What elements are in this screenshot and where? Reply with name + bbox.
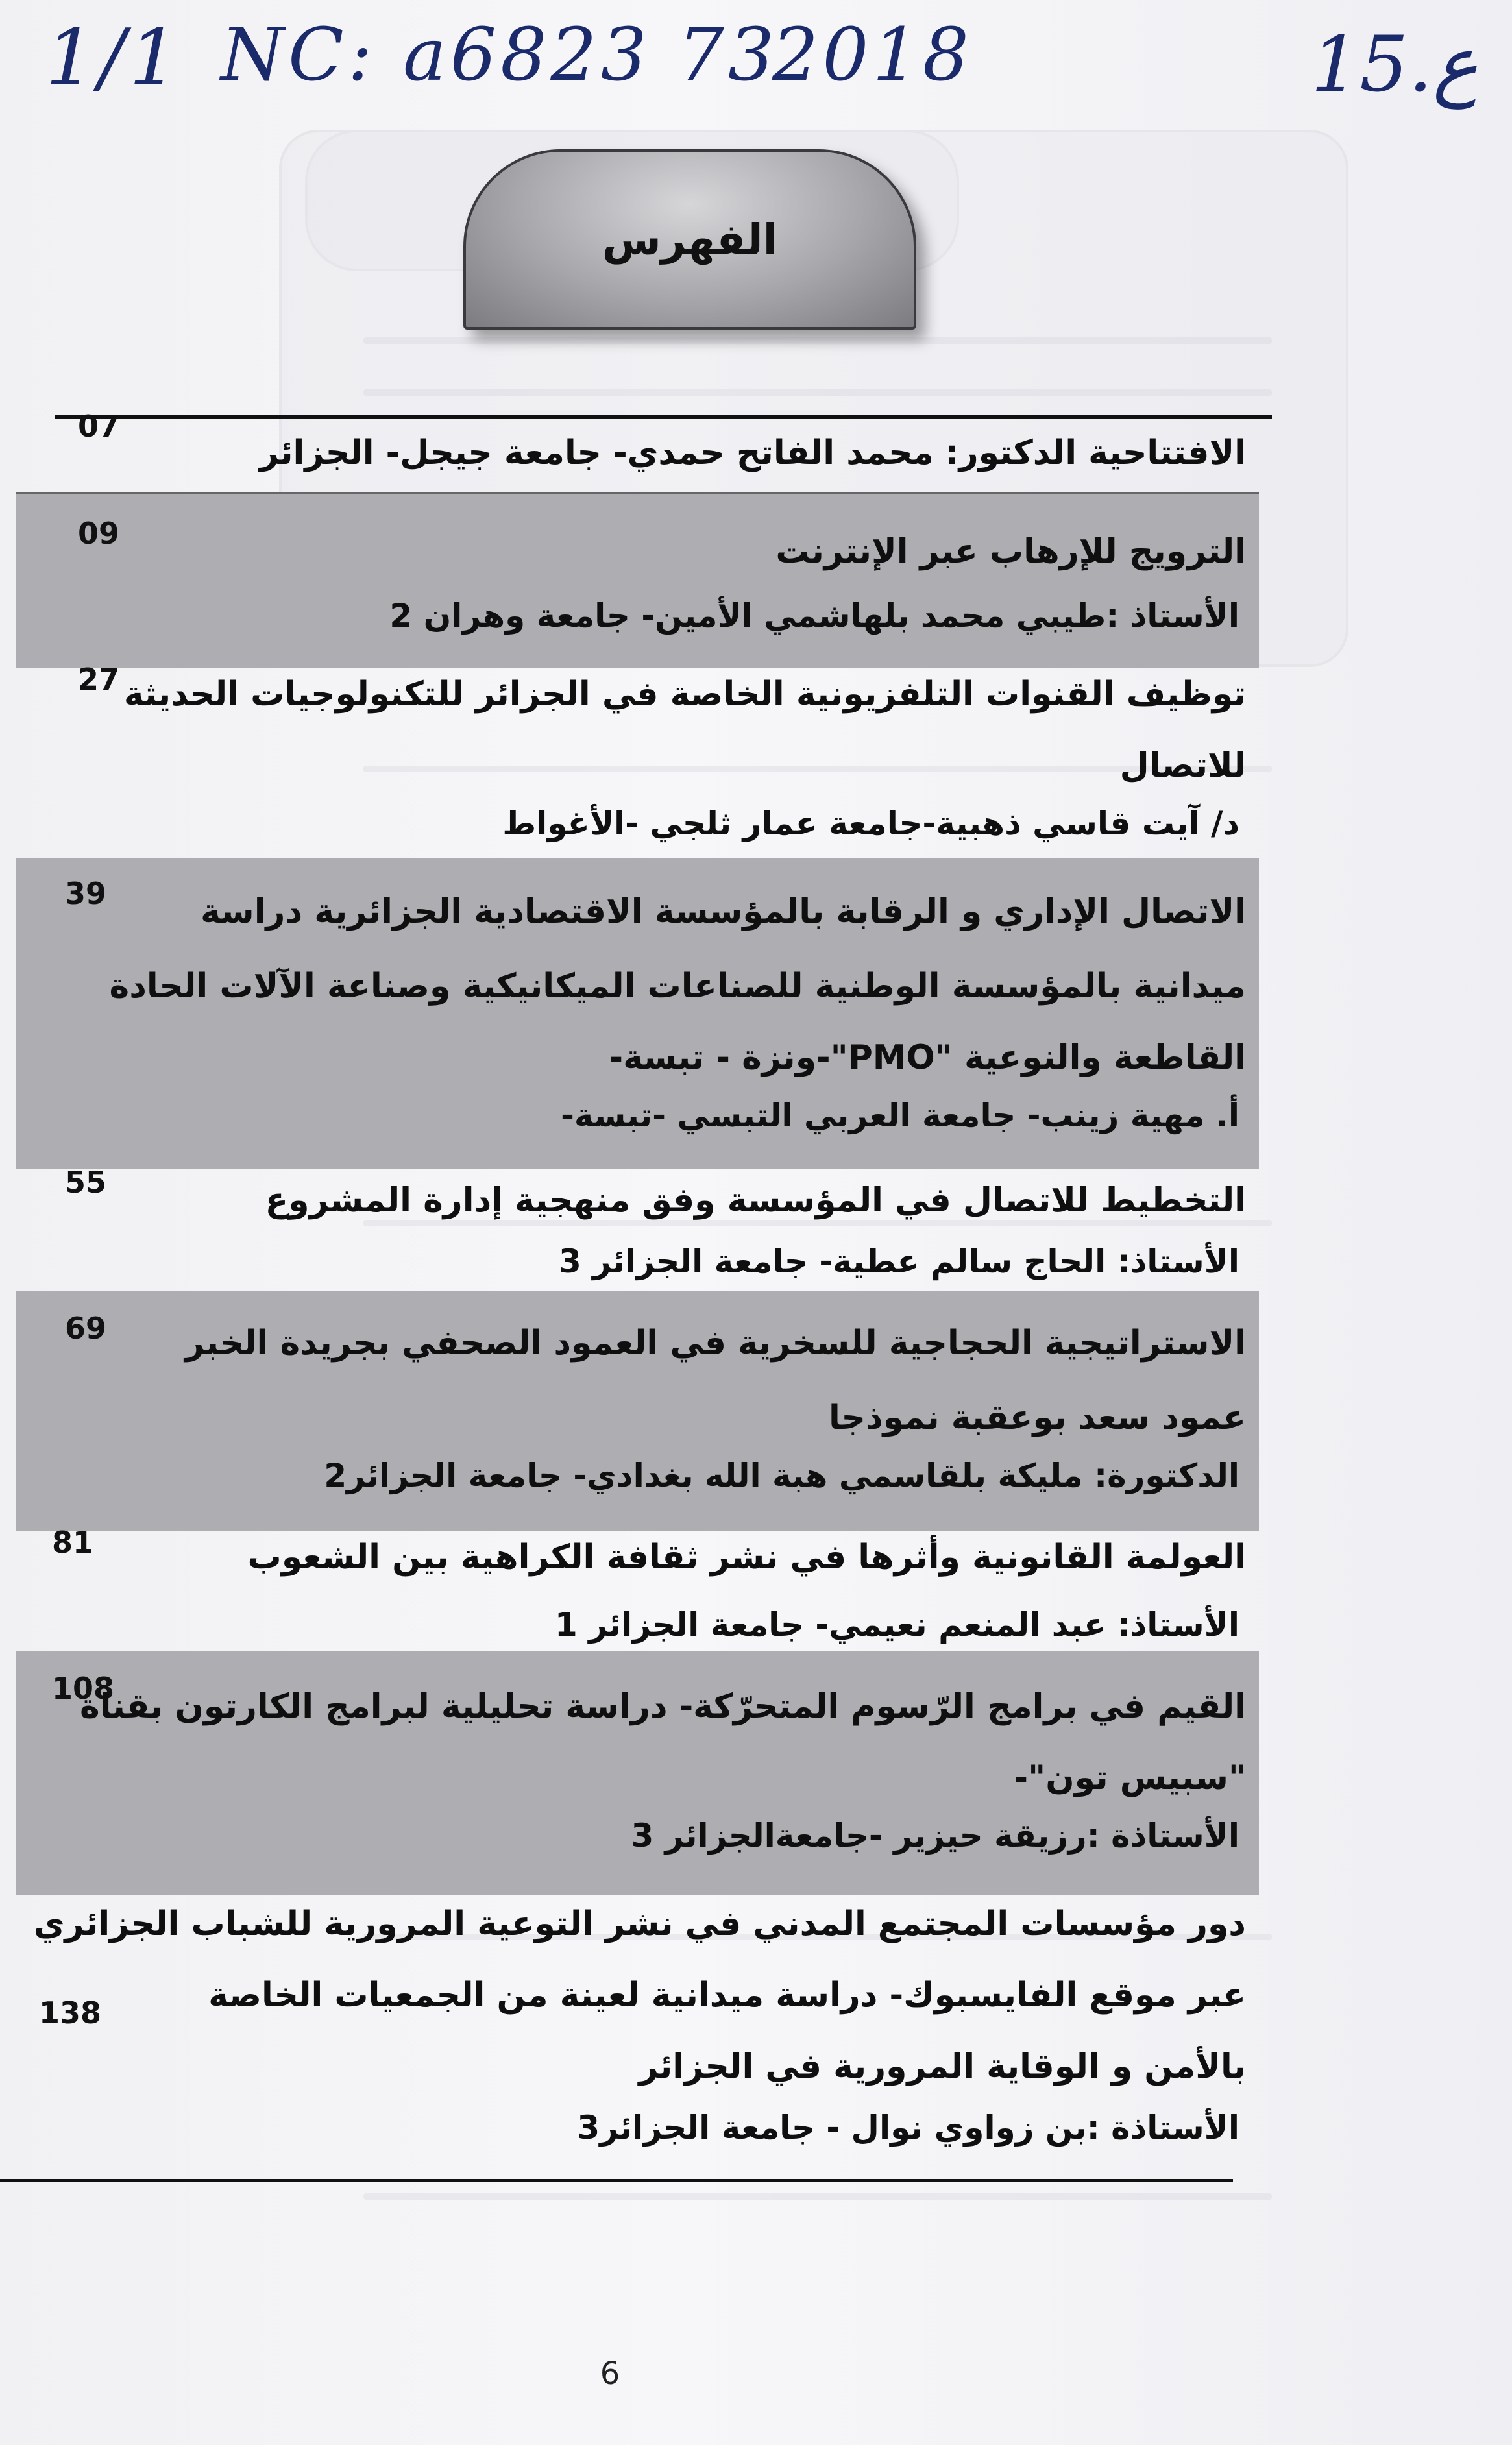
top-rule — [55, 415, 1272, 419]
handwritten-issue: ع.15 — [1311, 19, 1479, 109]
entry-title-line: القاطعة والنوعية "PMO"-ونزة - تبسة- — [609, 1038, 1246, 1077]
entry-title-line: دور مؤسسات المجتمع المدني في نشر التوعية المرورية للشباب الجزائري — [33, 1904, 1246, 1943]
entry-title-line: "سبيس تون"- — [1014, 1758, 1246, 1797]
entry-author-line: الأستاذ: عبد المنعم نعيمي- جامعة الجزائر 1 — [555, 1606, 1239, 1644]
entry-author-line: الأستاذة :بن زواوي نوال - جامعة الجزائر3 — [577, 2109, 1239, 2147]
entry-line: الافتتاحية الدكتور: محمد الفاتح حمدي- جامعة جيجل- الجزائر — [259, 433, 1246, 472]
entry-title-line: توظيف القنوات التلفزيونية الخاصة في الجزائر للتكنولوجيات الحديثة — [123, 675, 1246, 714]
entry-page-number: 69 — [65, 1311, 107, 1346]
entry-page-number: 55 — [65, 1165, 107, 1200]
entry-title-line: عمود سعد بوعقبة نموذجا — [828, 1398, 1246, 1437]
entry-title-line: الترويج للإرهاب عبر الإنترنت — [775, 532, 1246, 571]
shaded-band-entry-2 — [16, 494, 1259, 668]
bleed-through-line — [363, 2193, 1272, 2200]
bleed-through-line — [363, 1220, 1272, 1226]
entry-title-line: للاتصال — [1119, 746, 1246, 785]
entry-title-line: العولمة القانونية وأثرها في نشر ثقافة الكراهية بين الشعوب — [247, 1538, 1246, 1577]
entry-page-number: 09 — [78, 516, 120, 551]
entry-title-line: ميدانية بالمؤسسة الوطنية للصناعات الميكانيكية وصناعة الآلات الحادة — [109, 967, 1246, 1006]
bleed-through-line — [363, 389, 1272, 396]
entry-author-line: الدكتورة: مليكة بلقاسمي هبة الله بغدادي- جامعة الجزائر2 — [324, 1457, 1239, 1494]
bottom-rule — [0, 2179, 1233, 2182]
handwritten-nc-number: NC: a6823 73 — [221, 13, 778, 97]
handwritten-folio: 1/1 — [45, 13, 183, 103]
entry-title-line: عبر موقع الفايسبوك- دراسة ميدانية لعينة من الجمعيات الخاصة — [208, 1976, 1246, 2015]
page-number: 6 — [600, 2355, 620, 2392]
entry-page-number: 138 — [39, 1995, 102, 2030]
bleed-through-line — [363, 337, 1272, 344]
contents-title-tab — [463, 149, 916, 330]
entry-title-line: القيم في برامج الرّسوم المتحرّكة- دراسة تحليلية لبرامج الكارتون بقناة — [79, 1687, 1246, 1726]
entry-page-number: 81 — [52, 1525, 94, 1560]
entry-author-line: د/ آيت قاسي ذهبية-جامعة عمار ثلجي -الأغواط — [502, 805, 1239, 842]
entry-page-number: 108 — [52, 1671, 115, 1706]
entry-title-line: بالأمن و الوقاية المرورية في الجزائر — [639, 2047, 1246, 2086]
entry-page-number: 07 — [78, 409, 120, 444]
entry-title-line: التخطيط للاتصال في المؤسسة وفق منهجية إدارة المشروع — [265, 1181, 1246, 1220]
entry-title-line: الاستراتيجية الحجاجية للسخرية في العمود الصحفي بجريدة الخبر — [184, 1324, 1246, 1363]
entry-author-line: الأستاذ: الحاج سالم عطية- جامعة الجزائر 3 — [558, 1243, 1239, 1280]
entry-author-line: الأستاذ :طيبي محمد بلهاشمي الأمين- جامعة وهران 2 — [389, 597, 1239, 635]
entry-author-line: الأستاذة :رزيقة حيزير -جامعةالجزائر 3 — [631, 1817, 1239, 1855]
entry-page-number: 27 — [78, 662, 120, 697]
entry-title-line: الاتصال الإداري و الرقابة بالمؤسسة الاقتصادية الجزائرية دراسة — [201, 892, 1246, 931]
entry-page-number: 39 — [65, 876, 107, 911]
handwritten-year: 2018 — [772, 13, 973, 97]
entry-author-line: أ. مهية زينب- جامعة العربي التبسي -تبسة- — [561, 1097, 1239, 1134]
page-title: الفهرس — [602, 214, 778, 265]
